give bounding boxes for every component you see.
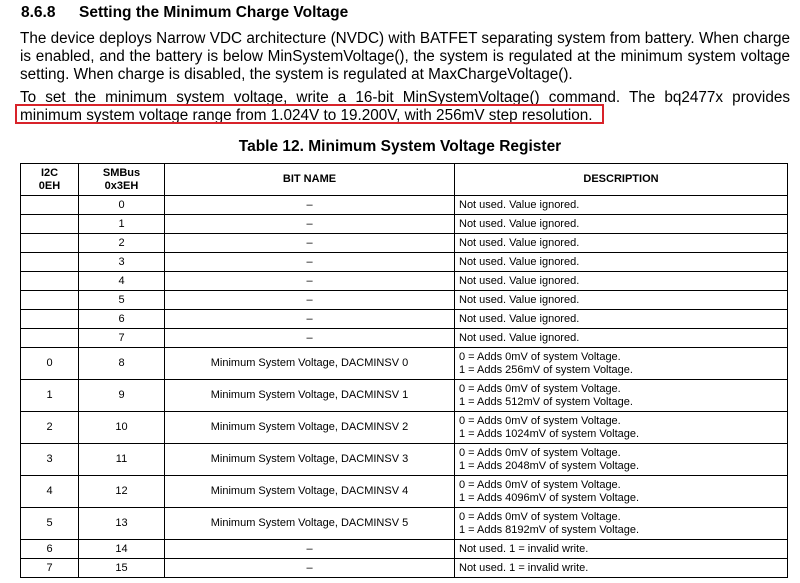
table-row: [21, 196, 788, 215]
table-row: [21, 444, 788, 476]
table-header-row: [21, 164, 788, 196]
cell-i2c: 1: [21, 380, 79, 412]
cell-description: [455, 540, 788, 559]
cell-i2c: 5: [21, 508, 79, 540]
header-description: DESCRIPTION: [455, 164, 788, 196]
cell-i2c: 4: [21, 476, 79, 508]
cell-i2c: 6: [21, 540, 79, 559]
cell-smbus: 7: [79, 329, 165, 348]
cell-bit-name: –: [165, 272, 455, 291]
header-smbus: [79, 164, 165, 196]
cell-i2c: [21, 253, 79, 272]
cell-smbus: 12: [79, 476, 165, 508]
cell-smbus: 3: [79, 253, 165, 272]
cell-description: [455, 234, 788, 253]
cell-i2c: 0: [21, 348, 79, 380]
cell-bit-name: –: [165, 215, 455, 234]
intro-paragraph: The device deploys Narrow VDC architecture (NVDC) with BATFET separating system from battery. When charge is enabled, and the battery is below MinSystemVoltage(), the system is regulated at the minimum system voltage setting. When charge is disabled, the system is regulated at MaxChargeVoltage().: [20, 30, 790, 83]
cell-bit-name: –: [165, 234, 455, 253]
table-body: [21, 196, 788, 578]
header-i2c-line1: I2C: [40, 166, 59, 179]
description-line: 1 = Adds 256mV of system Voltage.: [459, 363, 633, 376]
table-row: [21, 380, 788, 412]
description-line: 1 = Adds 512mV of system Voltage.: [459, 395, 633, 408]
cell-i2c: 7: [21, 559, 79, 578]
cell-bit-name: –: [165, 540, 455, 559]
cell-bit-name: –: [165, 253, 455, 272]
cell-description: [455, 196, 788, 215]
description-line: Not used. Value ignored.: [459, 312, 580, 325]
table-title: Table 12. Minimum System Voltage Register: [238, 138, 562, 155]
cell-bit-name: Minimum System Voltage, DACMINSV 4: [165, 476, 455, 508]
description-line: Not used. Value ignored.: [459, 255, 580, 268]
cell-description: [455, 253, 788, 272]
description-line: Not used. Value ignored.: [459, 331, 580, 344]
cell-bit-name: Minimum System Voltage, DACMINSV 3: [165, 444, 455, 476]
table-row: [21, 272, 788, 291]
cell-description: [455, 444, 788, 476]
header-smbus-line2: 0x3EH: [104, 179, 139, 192]
section-title: Setting the Minimum Charge Voltage: [79, 4, 349, 21]
cell-smbus: 0: [79, 196, 165, 215]
description-line: Not used. Value ignored.: [459, 198, 580, 211]
cell-i2c: 2: [21, 412, 79, 444]
table-row: [21, 348, 788, 380]
cell-description: [455, 215, 788, 234]
cell-description: [455, 329, 788, 348]
cell-bit-name: Minimum System Voltage, DACMINSV 1: [165, 380, 455, 412]
cell-smbus: 4: [79, 272, 165, 291]
description-line: Not used. Value ignored.: [459, 293, 580, 306]
cell-i2c: [21, 234, 79, 253]
description-line: 0 = Adds 0mV of system Voltage.: [459, 414, 621, 427]
cell-i2c: [21, 272, 79, 291]
cell-bit-name: Minimum System Voltage, DACMINSV 5: [165, 508, 455, 540]
description-line: 0 = Adds 0mV of system Voltage.: [459, 446, 621, 459]
cell-description: [455, 412, 788, 444]
cell-i2c: [21, 215, 79, 234]
cell-description: [455, 559, 788, 578]
table-row: [21, 540, 788, 559]
description-line: 0 = Adds 0mV of system Voltage.: [459, 478, 621, 491]
cell-description: [455, 310, 788, 329]
header-smbus-line1: SMBus: [102, 166, 141, 179]
cell-smbus: 9: [79, 380, 165, 412]
cell-smbus: 8: [79, 348, 165, 380]
cell-description: [455, 291, 788, 310]
description-line: 1 = Adds 2048mV of system Voltage.: [459, 459, 640, 472]
description-line: 1 = Adds 4096mV of system Voltage.: [459, 491, 640, 504]
cell-description: [455, 508, 788, 540]
table-row: [21, 310, 788, 329]
cell-bit-name: –: [165, 310, 455, 329]
table-row: [21, 215, 788, 234]
table-row: [21, 291, 788, 310]
cell-i2c: [21, 329, 79, 348]
section-number: 8.6.8: [21, 4, 56, 21]
cell-i2c: [21, 310, 79, 329]
cell-smbus: 11: [79, 444, 165, 476]
description-line: Not used. 1 = invalid write.: [459, 561, 589, 574]
table-row: [21, 412, 788, 444]
cell-i2c: 3: [21, 444, 79, 476]
description-line: Not used. 1 = invalid write.: [459, 542, 589, 555]
header-i2c: [21, 164, 79, 196]
cell-bit-name: –: [165, 196, 455, 215]
setting-paragraph-line-1: To set the minimum system voltage, write a 16-bit MinSystemVoltage() command. The bq2477x provides: [20, 89, 790, 106]
table-row: [21, 234, 788, 253]
red-highlight-box: [15, 104, 604, 124]
table-row: [21, 253, 788, 272]
description-line: 1 = Adds 1024mV of system Voltage.: [459, 427, 640, 440]
table-row: [21, 559, 788, 578]
cell-description: [455, 476, 788, 508]
cell-smbus: 14: [79, 540, 165, 559]
cell-smbus: 15: [79, 559, 165, 578]
description-line: 0 = Adds 0mV of system Voltage.: [459, 510, 621, 523]
cell-bit-name: –: [165, 559, 455, 578]
cell-bit-name: Minimum System Voltage, DACMINSV 0: [165, 348, 455, 380]
description-line: 1 = Adds 8192mV of system Voltage.: [459, 523, 640, 536]
cell-description: [455, 348, 788, 380]
description-line: 0 = Adds 0mV of system Voltage.: [459, 382, 621, 395]
cell-description: [455, 380, 788, 412]
description-line: 0 = Adds 0mV of system Voltage.: [459, 350, 621, 363]
cell-smbus: 5: [79, 291, 165, 310]
description-line: Not used. Value ignored.: [459, 274, 580, 287]
cell-smbus: 13: [79, 508, 165, 540]
cell-bit-name: –: [165, 329, 455, 348]
cell-i2c: [21, 196, 79, 215]
cell-bit-name: –: [165, 291, 455, 310]
cell-smbus: 1: [79, 215, 165, 234]
setting-paragraph-line-2: minimum system voltage range from 1.024V to 19.200V, with 256mV step resolution.: [20, 107, 593, 124]
section-heading: [21, 4, 348, 22]
cell-smbus: 6: [79, 310, 165, 329]
cell-smbus: 2: [79, 234, 165, 253]
description-line: Not used. Value ignored.: [459, 217, 580, 230]
table-row: [21, 329, 788, 348]
cell-smbus: 10: [79, 412, 165, 444]
description-line: Not used. Value ignored.: [459, 236, 580, 249]
header-i2c-line2: 0EH: [38, 179, 61, 192]
header-bit-name: BIT NAME: [165, 164, 455, 196]
cell-bit-name: Minimum System Voltage, DACMINSV 2: [165, 412, 455, 444]
table-row: [21, 508, 788, 540]
cell-description: [455, 272, 788, 291]
register-table: [20, 163, 788, 578]
cell-i2c: [21, 291, 79, 310]
table-row: [21, 476, 788, 508]
